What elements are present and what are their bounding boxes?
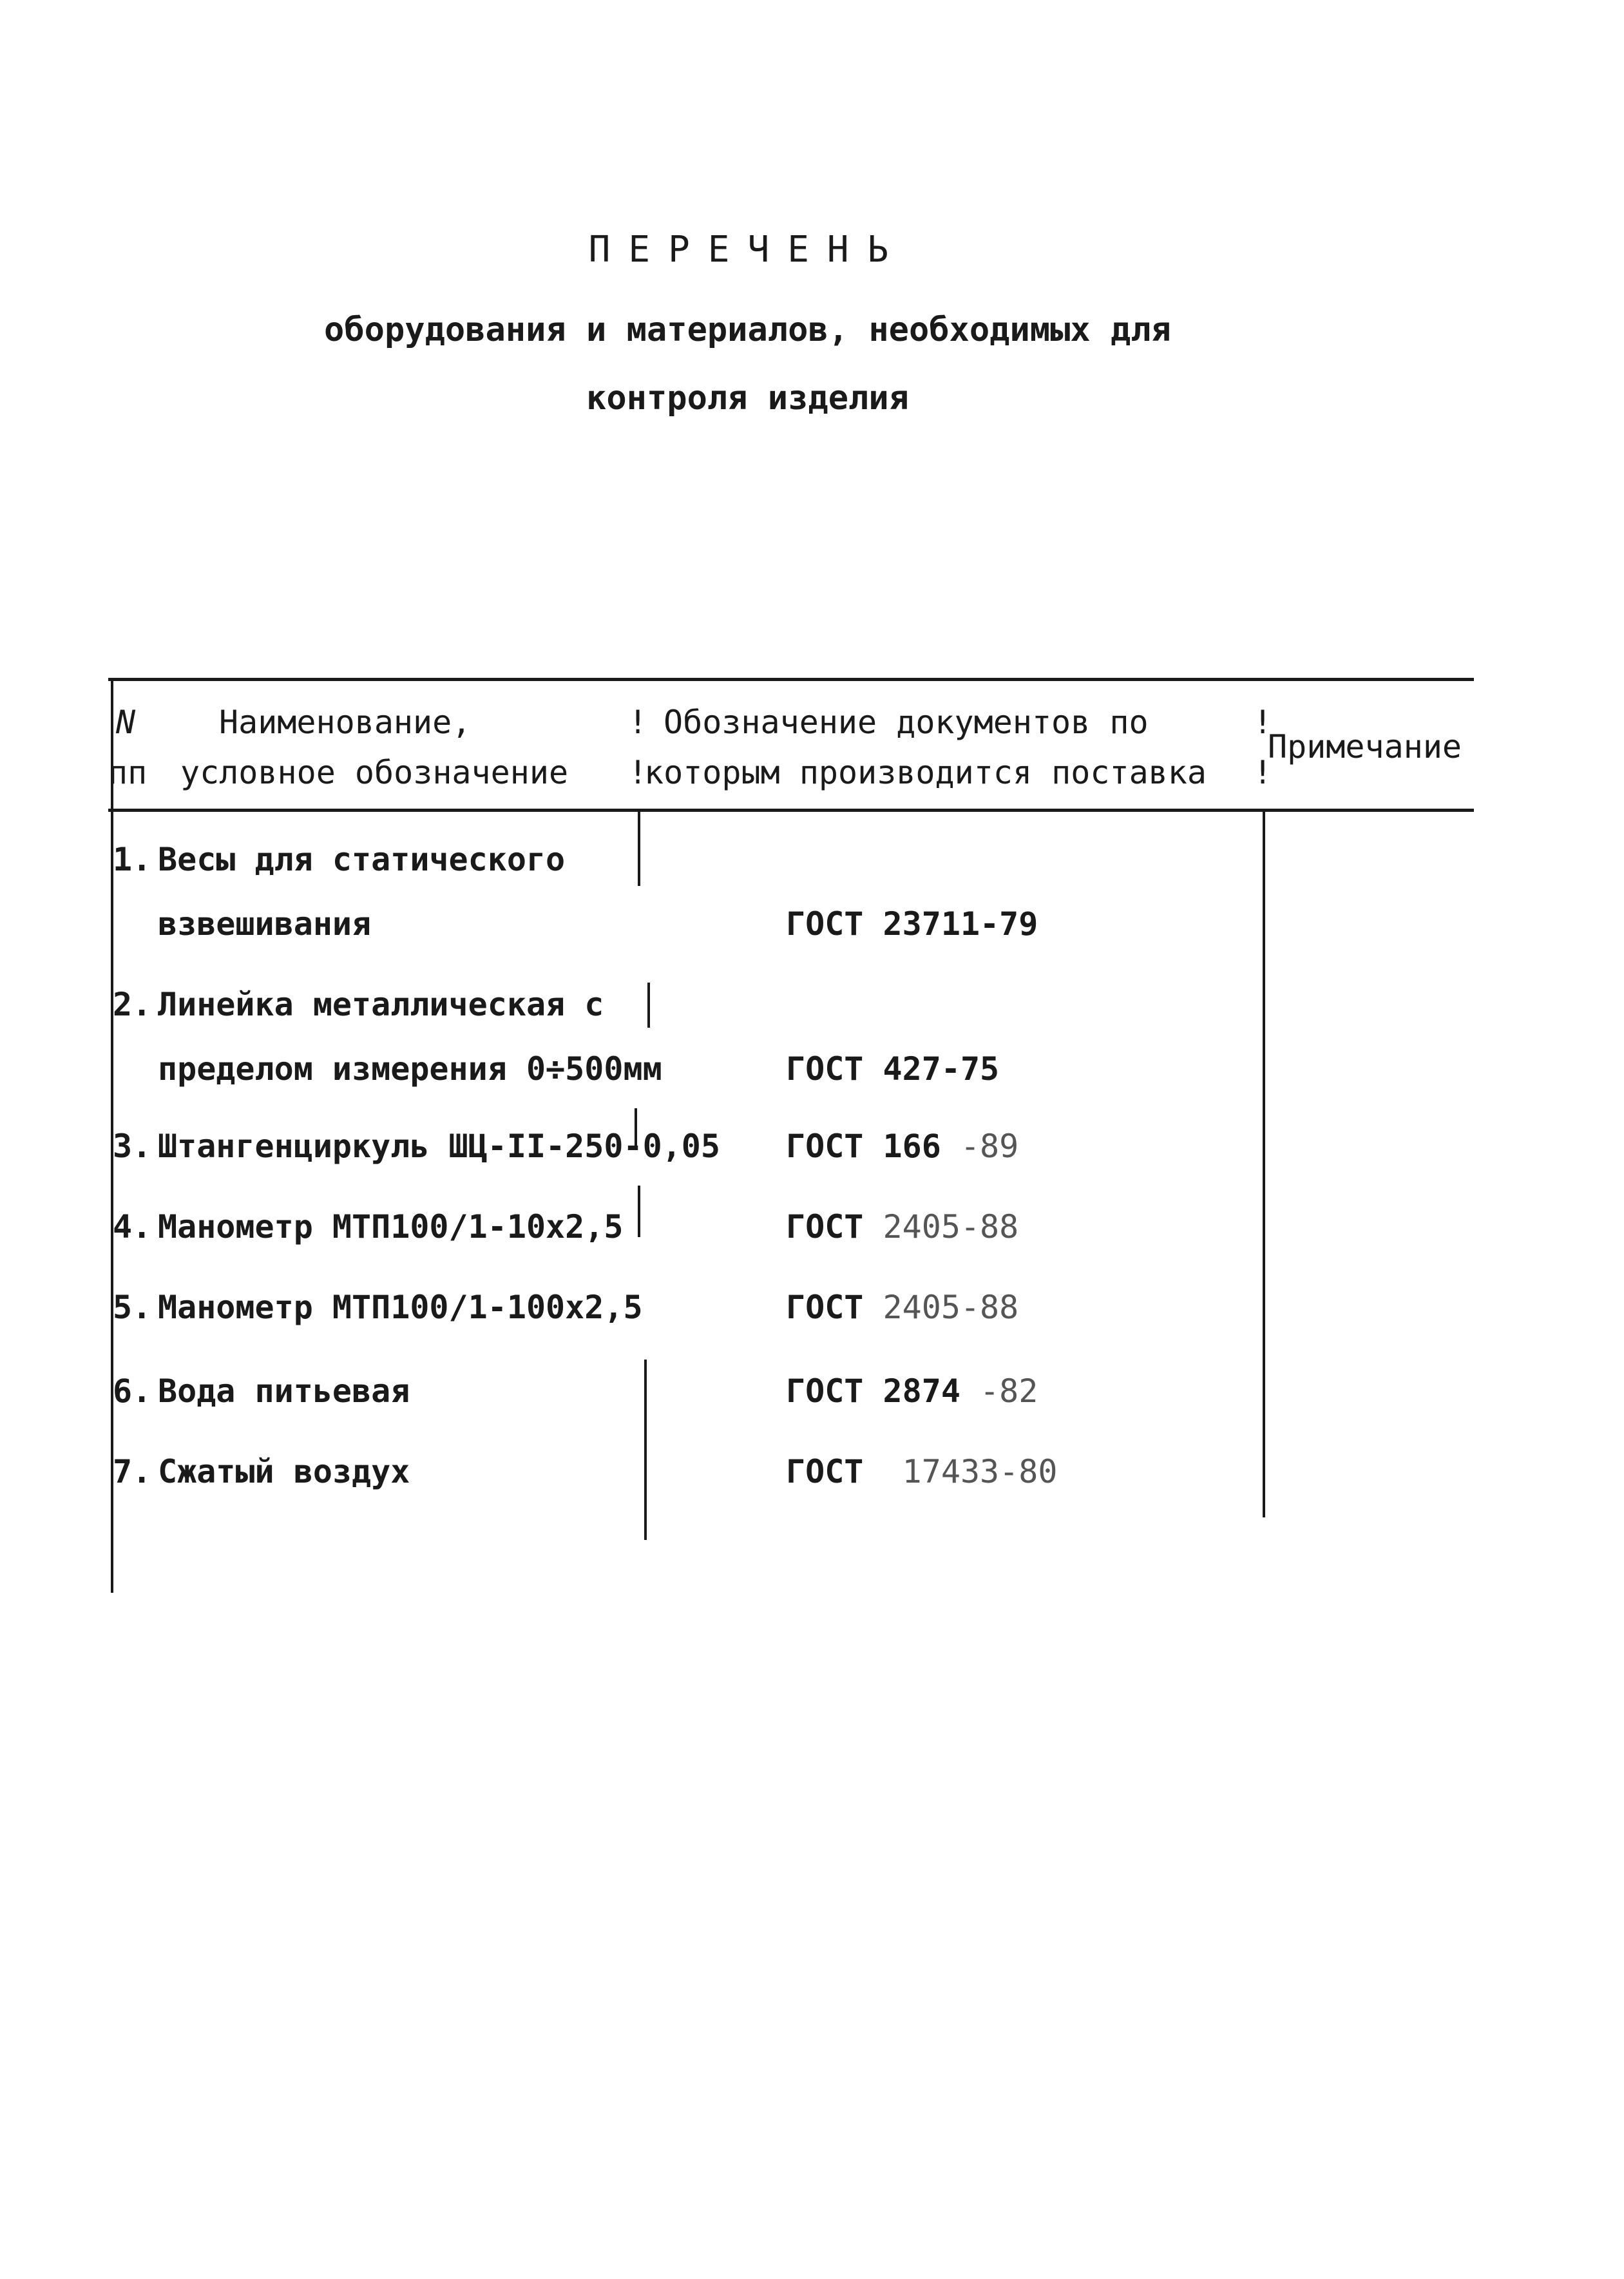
row1-num: 1.	[113, 841, 152, 878]
row7-num: 7.	[113, 1453, 152, 1490]
header-name-line2: условное обозначение	[180, 754, 569, 791]
table-top-border	[108, 678, 1474, 681]
row5-name-line1: Манометр МТП100/1-100х2,5	[158, 1289, 643, 1326]
row3-num: 3.	[113, 1128, 152, 1165]
header-note: Примечание	[1268, 728, 1462, 765]
document-subtitle-line1: оборудования и материалов, необходимых для	[324, 311, 1171, 349]
table-col-divider-1e	[644, 1360, 647, 1540]
header-separator-mark: !	[628, 704, 648, 741]
row4-doc: ГОСТ 2405-88	[786, 1208, 1019, 1245]
header-separator-mark: !	[1253, 704, 1273, 741]
header-num-line2: пп	[108, 754, 148, 791]
document-title: ПЕРЕЧЕНЬ	[588, 229, 907, 271]
document-subtitle-line2: контроля изделия	[586, 379, 909, 418]
header-num-line1: N	[116, 704, 136, 741]
row6-name-line1: Вода питьевая	[158, 1372, 410, 1410]
row4-num: 4.	[113, 1208, 152, 1245]
row3-doc: ГОСТ 166 -89	[786, 1128, 1019, 1165]
table-col-divider-1d	[638, 1186, 640, 1237]
row2-num: 2.	[113, 986, 152, 1023]
header-doc-line1: Обозначение документов по	[664, 704, 1149, 741]
row4-name-line1: Манометр МТП100/1-10х2,5	[158, 1208, 624, 1245]
row6-doc: ГОСТ 2874 -82	[786, 1372, 1038, 1410]
table-col-divider-1	[638, 809, 640, 886]
row3-name-line1: Штангенциркуль ШЦ-II-250-0,05	[158, 1128, 720, 1165]
row2-doc: ГОСТ 427-75	[786, 1050, 1000, 1088]
row6-num: 6.	[113, 1372, 152, 1410]
header-name-line1: Наименование,	[219, 704, 472, 741]
row1-doc: ГОСТ 23711-79	[786, 905, 1038, 943]
row2-name-line2: пределом измерения 0÷500мм	[158, 1050, 662, 1088]
header-doc-line2: которым производится поставка	[644, 754, 1207, 791]
header-separator-mark: !	[628, 754, 648, 791]
row1-name-line1: Весы для статического	[158, 841, 566, 878]
row7-doc: ГОСТ 17433-80	[786, 1453, 1058, 1490]
table-col-divider-2	[1263, 809, 1265, 1517]
table-header-border	[108, 809, 1474, 812]
row2-name-line1: Линейка металлическая с	[158, 986, 604, 1023]
row5-num: 5.	[113, 1289, 152, 1326]
header-separator-mark: !	[1253, 754, 1273, 791]
row1-name-line2: взвешивания	[158, 905, 372, 943]
row7-name-line1: Сжатый воздух	[158, 1453, 410, 1490]
table-col-divider-1b	[647, 983, 650, 1028]
row5-doc: ГОСТ 2405-88	[786, 1289, 1019, 1326]
